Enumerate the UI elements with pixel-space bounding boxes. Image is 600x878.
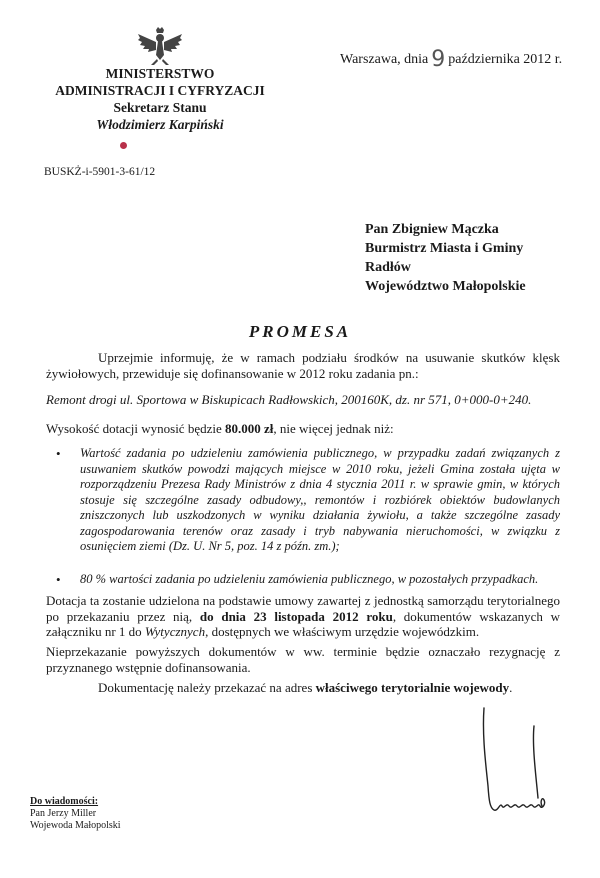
- date-day-handwritten: 9: [431, 47, 446, 72]
- amount-value: 80.000 zł: [225, 421, 274, 436]
- addressee-name: Pan Zbigniew Mączka: [365, 222, 499, 237]
- grant-text-3: , dostępnych we właściwym urzędzie wojewódzkim.: [205, 624, 480, 639]
- submission-text-1: Dokumentację należy przekazać na adres: [98, 680, 316, 695]
- addressee-region: Województwo Małopolskie: [365, 279, 526, 294]
- non-submission-paragraph: Nieprzekazanie powyższych dokumentów w ww. terminie będzie oznaczało rezygnację z przyznanego wstępnie dofinansowania.: [46, 644, 560, 675]
- amount-paragraph: [46, 421, 560, 437]
- submission-address: właściwego terytorialnie wojewody: [315, 680, 510, 695]
- date-prefix: Warszawa, dnia: [340, 52, 429, 67]
- handwritten-signature: [476, 706, 556, 816]
- grant-text-1: Dotacja ta zostanie udzielona na podstawie umowy zawartej z jednostką samorządu terytorialnego po przekazaniu przez nią,: [46, 593, 560, 624]
- copy-to-label: Do wiadomości:: [30, 796, 99, 807]
- amount-post: , nie więcej jednak niż:: [273, 421, 394, 436]
- date-suffix: października 2012 r.: [448, 52, 563, 67]
- copy-to-block: [30, 796, 121, 832]
- grant-guidelines: Wytycznych: [144, 624, 206, 639]
- condition-item-2: • 80 % wartości zadania po udzieleniu zamówienia publicznego, w pozostałych przypadkach.: [46, 572, 560, 588]
- conditions-list: [46, 446, 560, 587]
- official-name: Włodzimierz Karpiński: [96, 117, 224, 132]
- grant-text-2: , dokumentów wskazanych w załączniku nr 1 do: [46, 608, 561, 639]
- reference-number: BUSKŻ-i-5901-3-61/12: [44, 166, 156, 178]
- intro-paragraph: [46, 350, 560, 381]
- eagle-emblem-icon: [136, 26, 184, 68]
- addressee-block: [365, 220, 526, 296]
- condition-item-1: • Wartość zadania po udzieleniu zamówienia publicznego, w przypadku zadań związanych z usuwaniem skutków powodzi mających miejsce w 2010 roku, jeżeli Gmina została ujęta w rozporządzeniu Prezesa Rady Ministrów z dnia 4 stycznia 2011 r. w sprawie gmin, w których stosuje się szczególne zasady odbudowy,, remontów i rozbiórek obiektów budowlanych zniszczonych lub uszkodzonych w wyniku działania żywiołu, a także szczególne zasady zagospodarowania terenów oraz zasady i tryb nabywania nieruchomości, w związku z osunięciem ziemi (Dz. U. Nr 5, poz. 14 z późn. zm.);: [46, 446, 560, 555]
- letter-date: [340, 44, 563, 72]
- ministry-header: [40, 65, 280, 133]
- official-position: Sekretarz Stanu: [113, 100, 207, 115]
- submission-text-2: .: [509, 680, 513, 695]
- task-description: Remont drogi ul. Sportowa w Biskupicach Radłowskich, 200160K, dz. nr 571, 0+000-0+240.: [46, 392, 532, 407]
- submission-paragraph: [46, 680, 560, 696]
- addressee-city: Radłów: [365, 260, 411, 275]
- document-title: PROMESA: [248, 322, 352, 341]
- amount-pre: Wysokość dotacji wynosić będzie: [46, 421, 226, 436]
- red-stamp-dot: [120, 142, 127, 149]
- grant-paragraph: [46, 593, 560, 640]
- intro-text: Uprzejmie informuję, że w ramach podziału środków na usuwanie skutków klęsk żywiołowych, przewiduje się dofinansowanie w 2012 roku zadania pn.:: [46, 350, 560, 381]
- ministry-line2: ADMINISTRACJI I CYFRYZACJI: [55, 83, 265, 98]
- copy-to-title: Wojewoda Małopolski: [30, 820, 121, 831]
- ministry-line1: MINISTERSTWO: [105, 66, 215, 81]
- addressee-title: Burmistrz Miasta i Gminy: [365, 241, 524, 256]
- copy-to-name: Pan Jerzy Miller: [30, 808, 97, 819]
- grant-deadline: do dnia 23 listopada 2012 roku: [199, 608, 393, 624]
